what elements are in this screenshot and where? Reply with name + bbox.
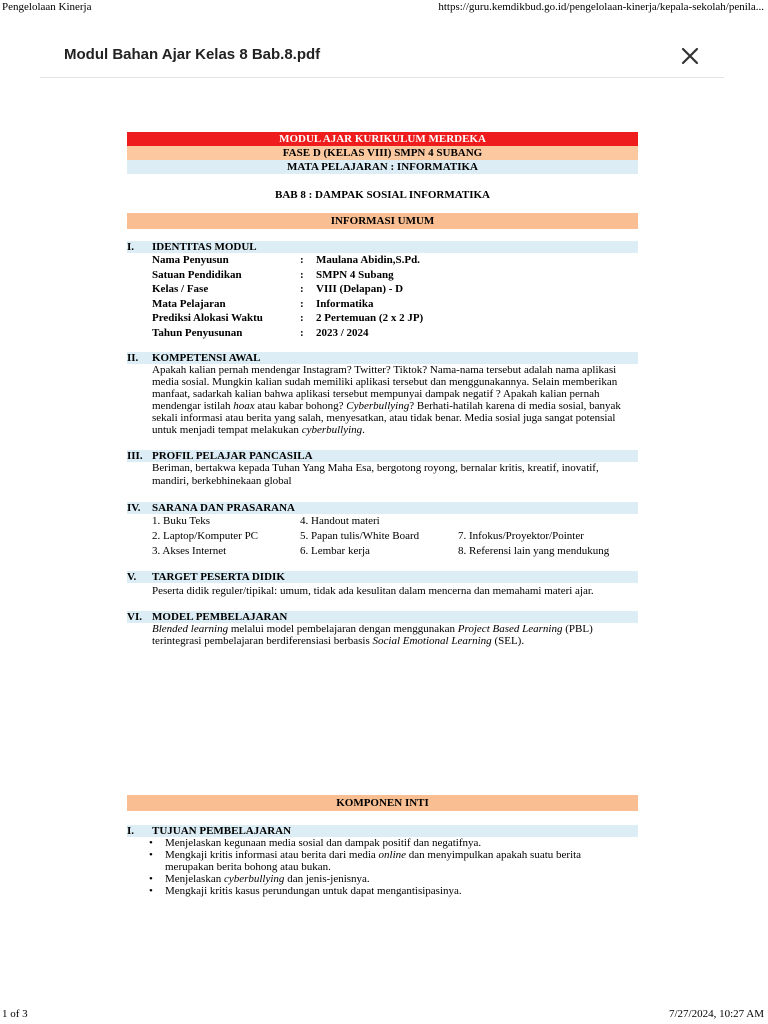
sarana-item: 5. Papan tulis/White Board <box>300 530 420 542</box>
identitas-colon: : <box>300 283 304 295</box>
text-run: dan menyimpulkan apakah suatu berita merupakan berita bohong atau bukan. <box>165 849 582 873</box>
identitas-colon: : <box>300 326 304 339</box>
italic-term: Social Emotional Learning <box>372 635 492 647</box>
italic-term: cyberbullying <box>223 873 285 885</box>
sarana-row <box>127 514 638 529</box>
doc-header-line-2: FASE D (KELAS VIII) SMPN 4 SUBANG <box>127 146 638 160</box>
section-heading-profil <box>127 450 638 462</box>
sarana-item: 1. Buku Teks <box>152 515 211 527</box>
sarana-item: 6. Lembar kerja <box>300 545 370 557</box>
identitas-value: 2023 / 2024 <box>316 326 369 339</box>
section-title: PROFIL PELAJAR PANCASILA <box>152 450 313 462</box>
text-run: dan jenis-jenisnya. <box>284 873 370 885</box>
sarana-row <box>127 529 638 544</box>
italic-term: online <box>378 849 407 861</box>
page-indicator: 1 of 3 <box>2 1008 28 1020</box>
identitas-row <box>127 282 638 297</box>
section-heading-tujuan <box>127 825 638 837</box>
browser-url: https://guru.kemdikbud.go.id/pengelolaan-kinerja/kepala-sekolah/penila... <box>438 1 764 13</box>
italic-term: hoax <box>233 400 255 412</box>
section-number: I. <box>127 241 135 253</box>
identitas-value: Maulana Abidin,S.Pd. <box>316 254 420 266</box>
kompetensi-paragraph <box>152 364 632 436</box>
doc-header-line-3: MATA PELAJARAN : INFORMATIKA <box>127 160 638 174</box>
section-heading-sarana <box>127 502 638 514</box>
identitas-key: Tahun Penyusunan <box>152 326 243 339</box>
text-run: (PBL) terintegrasi pembelajaran berdiferensiasi berbasis <box>152 623 593 647</box>
sarana-item: 3. Akses Internet <box>152 545 227 557</box>
sarana-list <box>127 514 638 559</box>
viewer-divider <box>40 77 724 78</box>
text-run: ? Berhati-hatilah karena di media sosial, banyak sekali informasi atau berita yang salah, menyesatkan, atau tidak benar. Media sosial juga sangat potensial untuk menjadi tempat melakukan <box>152 400 621 436</box>
italic-term: cyberbullying <box>301 424 363 436</box>
profil-paragraph: Beriman, bertakwa kepada Tuhan Yang Maha Esa, bergotong royong, bernalar kritis, kreatif, inovatif, mandiri, berkebhinekaan global <box>152 462 599 487</box>
identitas-key: Mata Pelajaran <box>152 297 226 310</box>
print-header <box>0 0 768 16</box>
text-run: Mengkaji kritis kasus perundungan untuk dapat mengantisipasinya. <box>165 885 462 897</box>
pdf-page <box>127 132 638 897</box>
identitas-colon: : <box>300 312 304 324</box>
sarana-item: 7. Infokus/Proyektor/Pointer <box>458 530 584 542</box>
identitas-key: Nama Penyusun <box>152 254 229 266</box>
identitas-value: VIII (Delapan) - D <box>316 283 404 295</box>
section-heading-target <box>127 571 638 583</box>
print-datetime: 7/27/2024, 10:27 AM <box>668 1008 764 1020</box>
identitas-row <box>127 297 638 312</box>
text-run: Menjelaskan kegunaan media sosial dan dampak positif dan negatifnya. <box>165 837 482 849</box>
list-item <box>127 837 632 849</box>
identitas-value: 2 Pertemuan (2 x 2 JP) <box>316 312 424 324</box>
sarana-item: 2. Laptop/Komputer PC <box>152 530 259 542</box>
sarana-item: 4. Handout materi <box>300 515 380 527</box>
italic-term: Project Based Learning <box>457 623 563 635</box>
section-heading-identitas <box>127 241 638 253</box>
sarana-item: 8. Referensi lain yang mendukung <box>458 545 610 557</box>
close-icon <box>676 42 704 70</box>
identitas-value: SMPN 4 Subang <box>316 268 394 281</box>
text-run: (SEL). <box>491 635 525 647</box>
section-number: VI. <box>127 611 142 623</box>
identitas-colon: : <box>300 268 304 281</box>
identitas-key: Satuan Pendidikan <box>152 268 242 281</box>
section-title: MODEL PEMBELAJARAN <box>152 611 288 623</box>
section-number: V. <box>127 571 137 583</box>
tujuan-list <box>127 837 638 897</box>
target-paragraph: Peserta didik reguler/tipikal: umum, tidak ada kesulitan dalam mencerna dan memahami materi ajar. <box>152 585 594 597</box>
identitas-colon: : <box>300 297 304 310</box>
sarana-row <box>127 544 638 559</box>
identitas-row <box>127 268 638 283</box>
komponen-inti-heading: KOMPONEN INTI <box>127 795 638 811</box>
section-heading-model <box>127 611 638 623</box>
informasi-umum-heading: INFORMASI UMUM <box>127 213 638 229</box>
italic-term: Blended learning <box>152 623 229 635</box>
text-run: . <box>362 424 365 436</box>
model-paragraph <box>152 623 632 647</box>
section-number: IV. <box>127 502 141 514</box>
identitas-table <box>127 253 638 340</box>
chapter-title: BAB 8 : DAMPAK SOSIAL INFORMATIKA <box>274 189 491 201</box>
section-number: I. <box>127 825 135 837</box>
viewer-filename: Modul Bahan Ajar Kelas 8 Bab.8.pdf <box>64 46 321 63</box>
section-title: TARGET PESERTA DIDIK <box>152 571 285 583</box>
section-title: IDENTITAS MODUL <box>152 241 257 253</box>
identitas-row <box>127 311 638 326</box>
list-item <box>127 849 632 873</box>
identitas-key: Kelas / Fase <box>152 283 209 295</box>
section-title: KOMPETENSI AWAL <box>152 352 261 364</box>
identitas-key: Prediksi Alokasi Waktu <box>152 312 263 324</box>
text-run: Mengkaji kritis informasi atau berita dari media <box>165 849 379 861</box>
section-title: SARANA DAN PRASARANA <box>152 502 296 514</box>
list-item <box>127 885 632 897</box>
text-run: Menjelaskan <box>165 873 224 885</box>
print-footer <box>0 1008 768 1024</box>
section-title: TUJUAN PEMBELAJARAN <box>152 825 292 837</box>
italic-term: Cyberbullying <box>346 400 410 412</box>
text-run: Apakah kalian pernah mendengar Instagram? Twitter? Tiktok? Nama-nama tersebut adalah nama aplikasi media sosial. Mungkin kalian sudah memiliki aplikasi tersebut dan menggunakannya. Selain memberikan manfaat, sadarkah kalian bahwa aplikasi tersebut mempunyai dampak negatif ? Apakah kalian pernah mendengar istilah <box>152 364 618 412</box>
browser-page-title: Pengelolaan Kinerja <box>2 1 92 13</box>
identitas-row <box>127 253 638 268</box>
identitas-row <box>127 326 638 341</box>
close-button[interactable] <box>676 42 704 70</box>
section-heading-kompetensi <box>127 352 638 364</box>
section-number: II. <box>127 352 139 364</box>
doc-header-line-1: MODUL AJAR KURIKULUM MERDEKA <box>127 132 638 146</box>
identitas-value: Informatika <box>316 297 374 310</box>
section-number: III. <box>127 450 143 462</box>
identitas-colon: : <box>300 254 304 266</box>
text-run: melalui model pembelajaran dengan menggunakan <box>228 623 458 635</box>
list-item <box>127 873 632 885</box>
text-run: atau kabar bohong? <box>254 400 347 412</box>
